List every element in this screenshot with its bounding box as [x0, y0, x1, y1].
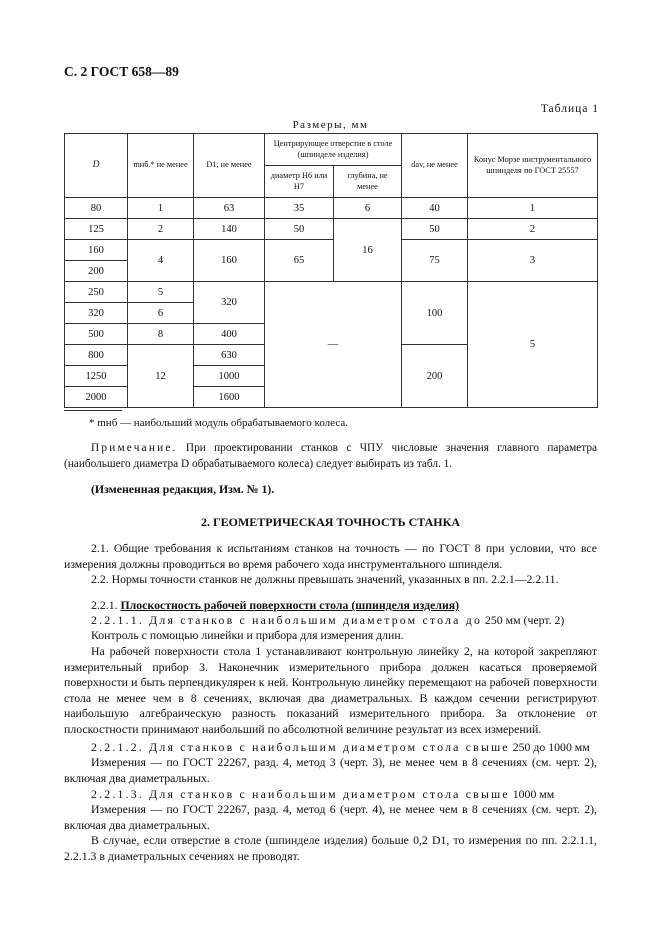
- cell-dash: —: [265, 282, 402, 408]
- cell-m: 4: [128, 240, 194, 282]
- col-head-m: mнб.* не менее: [128, 134, 194, 198]
- cell-D1: 160: [194, 240, 265, 282]
- cell-morse: 5: [468, 282, 598, 408]
- cell-diameter: 35: [265, 198, 334, 219]
- section-title: 2. ГЕОМЕТРИЧЕСКАЯ ТОЧНОСТЬ СТАНКА: [200, 515, 461, 529]
- cell-m: 2: [128, 219, 194, 240]
- note-label: Примечание.: [91, 442, 178, 454]
- footnote: * mнб — наибольший модуль обрабатываемого колеса.: [89, 417, 348, 429]
- cell-D1: 63: [194, 198, 265, 219]
- cell-dav: 100: [402, 282, 468, 345]
- para-2-2-1-3-rest: 1000 мм: [512, 787, 555, 801]
- cell-morse: 1: [468, 198, 598, 219]
- col-head-morse: Конус Морзе инструментального шпинделя по ГОСТ 25557: [468, 134, 598, 198]
- cell-morse: 2: [468, 219, 598, 240]
- para-measure-2: Измерения — по ГОСТ 22267, разд. 4, метод 6 (черт. 4), не менее чем в 8 сечениях (см. черт. 2), включая два диаметральных.: [64, 802, 597, 832]
- para-2-2-1-3: [91, 787, 554, 803]
- para-2-2-1-1: [91, 613, 564, 629]
- para-last: В случае, если отверстие в столе (шпинделе изделия) больше 0,2 D1, то измерения по пп. 2.2.1.1, 2.2.1.3 в диаметральных сечениях не проводят.: [64, 833, 597, 863]
- col-head-center-hole: Центрирующее отверстие в столе (шпинделе изделия): [265, 134, 402, 166]
- table-number: Таблица 1: [540, 103, 599, 115]
- cell-D: 200: [65, 261, 128, 282]
- cell-dav: 75: [402, 240, 468, 282]
- dimensions-table: [64, 133, 598, 408]
- cell-D: 320: [65, 303, 128, 324]
- col-head-D1: D1, не менее: [194, 134, 265, 198]
- cell-D1: 1000: [194, 366, 265, 387]
- cell-depth: 16: [334, 219, 402, 282]
- cell-D: 500: [65, 324, 128, 345]
- table-caption: Размеры, мм: [292, 119, 369, 131]
- cell-depth: 6: [334, 198, 402, 219]
- cell-D1: 400: [194, 324, 265, 345]
- cell-D: 800: [65, 345, 128, 366]
- cell-D: 2000: [65, 387, 128, 408]
- col-head-depth: глубина, не менее: [334, 166, 402, 198]
- cell-D1: 630: [194, 345, 265, 366]
- para-2-2-1-3-spaced: 2.2.1.3. Для станков с наибольшим диаметром стола свыше: [91, 787, 510, 801]
- col-head-dav: dav, не менее: [402, 134, 468, 198]
- cell-m: 5: [128, 282, 194, 303]
- cell-diameter: 50: [265, 219, 334, 240]
- footnote-rule: [64, 410, 122, 411]
- para-2-1: 2.1. Общие требования к испытаниям станков на точность — по ГОСТ 8 при условии, что все измерения должны проводиться во время рабочего хода инструментального шпинделя.: [64, 541, 597, 571]
- cell-D: 160: [65, 240, 128, 261]
- cell-D1: 140: [194, 219, 265, 240]
- para-control: Контроль с помощью линейки и прибора для измерения длин.: [91, 628, 404, 642]
- para-2-2-1-number: 2.2.1.: [91, 598, 118, 612]
- para-2-2-1: [91, 598, 459, 614]
- para-2-2-1-1-rest: 250 мм (черт. 2): [485, 613, 565, 627]
- cell-diameter: 65: [265, 240, 334, 282]
- cell-dav: 50: [402, 219, 468, 240]
- amendment: (Измененная редакция, Изм. № 1).: [91, 482, 275, 496]
- cell-D: 125: [65, 219, 128, 240]
- cell-D1: 320: [194, 282, 265, 324]
- note-text: При проектировании станков с ЧПУ числовые значения главного параметра (наибольшего диаметра D обрабатываемого колеса) следует выбирать из табл. 1.: [64, 442, 597, 470]
- col-head-diameter: диаметр H6 или H7: [265, 166, 334, 198]
- cell-m: 8: [128, 324, 194, 345]
- cell-D: 80: [65, 198, 128, 219]
- para-2-2-1-title: Плоскостность рабочей поверхности стола (шпинделя изделия): [120, 598, 460, 612]
- cell-dav: 40: [402, 198, 468, 219]
- para-measure-1: Измерения — по ГОСТ 22267, разд. 4, метод 3 (черт. 3), не менее чем в 8 сечениях (см. черт. 2), включая два диаметральных.: [64, 755, 597, 785]
- para-method: На рабочей поверхности стола 1 устанавливают контрольную линейку 2, на которой закрепляют измерительный прибор 3. Наконечник измерительного прибора должен касаться проверяемой поверхности и быть перпендикулярен к ней. Контрольную линейку перемещают на рабочей поверхности стола не менее чем в 8 сечениях, включая два диаметральных. В каждом сечении регистрируют наибольшую алгебраическую разность показаний измерительного прибора. За отклонение от плоскостности принимают наибольший по абсолютной величине результат из всех измерений.: [64, 644, 597, 736]
- cell-morse: 3: [468, 240, 598, 282]
- cell-m: 1: [128, 198, 194, 219]
- para-2-2-1-2: [91, 740, 590, 756]
- col-head-D: D: [65, 134, 128, 198]
- para-2-2: 2.2. Нормы точности станков не должны превышать значений, указанных в пп. 2.2.1—2.2.11.: [91, 572, 559, 586]
- para-2-2-1-2-spaced: 2.2.1.2. Для станков с наибольшим диаметром стола свыше: [91, 740, 510, 754]
- cell-m: 12: [128, 345, 194, 408]
- cell-D: 250: [65, 282, 128, 303]
- cell-dav: 200: [402, 345, 468, 408]
- note: [64, 440, 597, 472]
- cell-D: 1250: [65, 366, 128, 387]
- cell-m: 6: [128, 303, 194, 324]
- para-2-2-1-1-spaced: 2.2.1.1. Для станков с наибольшим диаметром стола до: [91, 613, 483, 627]
- page-header: С. 2 ГОСТ 658—89: [64, 64, 179, 79]
- para-2-2-1-2-rest: 250 до 1000 мм: [512, 740, 590, 754]
- cell-D1: 1600: [194, 387, 265, 408]
